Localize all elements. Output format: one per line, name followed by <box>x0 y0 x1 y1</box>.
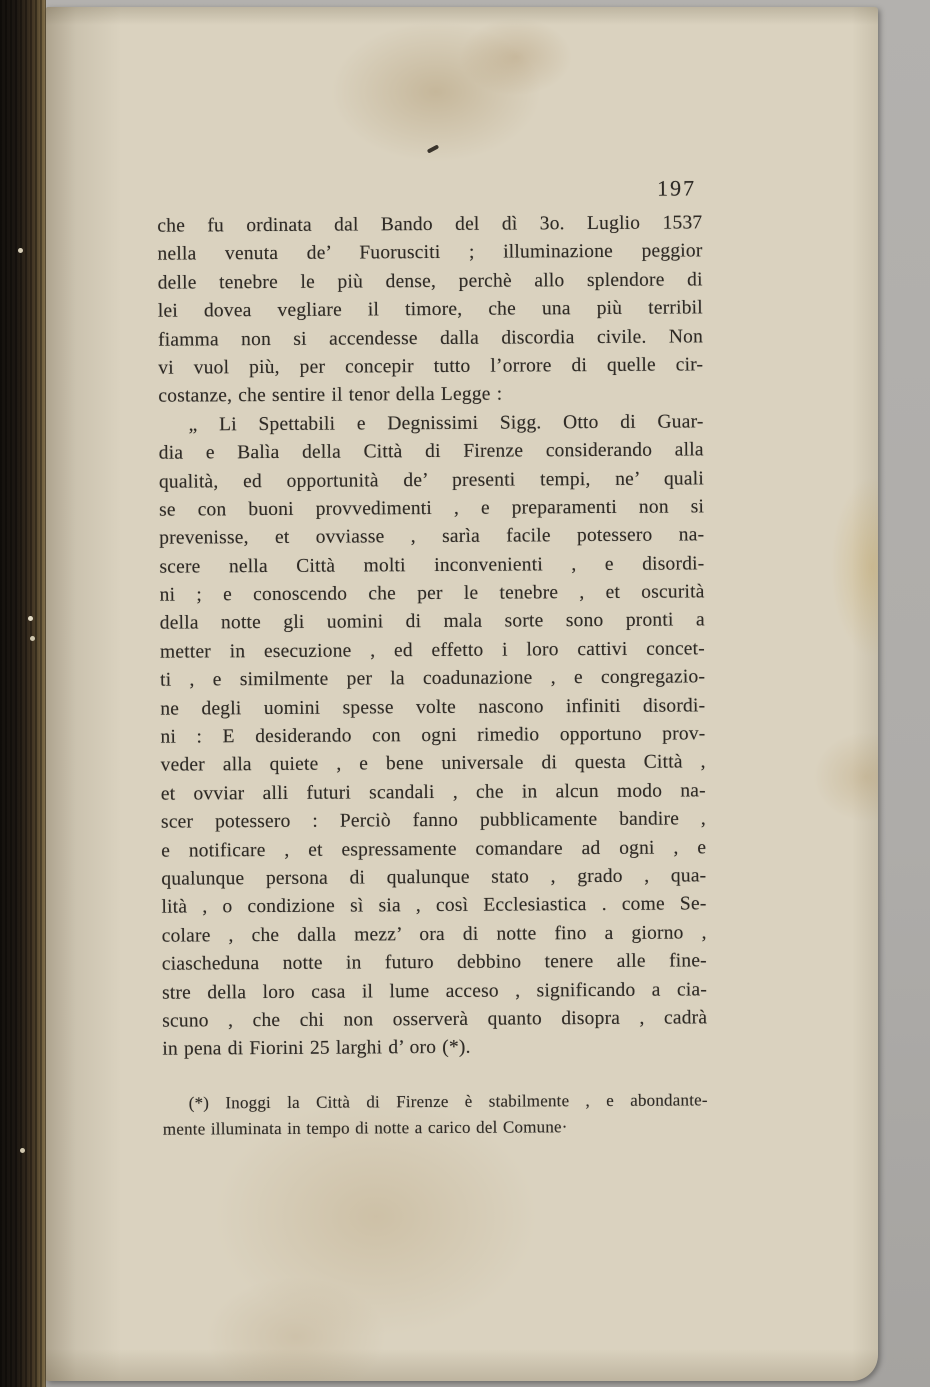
text-line: veder alla quiete , e bene universale di questa Città , <box>160 751 706 777</box>
text-line: ti , e similmente per la coadunazione , e congregazio- <box>160 666 706 691</box>
text-line: e notificare , et espressamente comandare ad ogni , e <box>161 836 707 862</box>
text-line: della notte gli uomini di mala sorte sono pronti a <box>159 609 705 635</box>
footnote <box>163 1087 708 1142</box>
footnote-line: mente illuminata in tempo di notte a carico del Comune· <box>162 1116 568 1139</box>
ink-speck <box>427 144 439 153</box>
book-page <box>46 7 878 1381</box>
text-line: stre della loro casa il lume acceso , significando a cia- <box>161 978 708 1004</box>
text-line: lei dovea vegliare il timore, che una più terribil <box>157 297 703 322</box>
text-line: et ovviar alli futuri scandali , che in alcun modo na- <box>160 780 706 805</box>
text-line: ni ; e conoscendo che per le tenebre , et oscurità <box>159 581 705 606</box>
page-number: 197 <box>657 175 697 201</box>
text-line: colare , che dalla mezz’ ora di notte fino a giorno , <box>161 922 707 947</box>
text-line: in pena di Fiorini 25 larghi d’ oro (*). <box>162 1037 471 1060</box>
text-line: ne degli uomini spesse volte nascono infiniti disordi- <box>160 694 706 720</box>
text-line: se con buoni provvedimenti , e preparamenti non si <box>159 496 705 521</box>
text-line: „ Li Spettabili e Degnissimi Sigg. Otto di Guar- <box>188 411 704 436</box>
book-binding <box>0 0 46 1387</box>
text-line: costanze, che sentire il tenor della Legge : <box>158 383 503 408</box>
text-line: ciascheduna notte in futuro debbino tenere alle fine- <box>161 950 707 975</box>
text-line: qualunque persona di qualunque stato , grado , qua- <box>161 865 707 890</box>
text-line: vi vuol più, per concepir tutto l’orrore di quelle cir- <box>158 354 704 379</box>
text-line: scer potessero : Perciò fanno pubblicamente bandire , <box>160 808 707 833</box>
text-line: dia e Balìa della Città di Firenze considerando alla <box>158 439 704 464</box>
body-text <box>157 175 708 1142</box>
text-line: metter in esecuzione , ed effetto i loro cattivi concet- <box>159 638 706 663</box>
text-line: fiamma non si accendesse dalla discordia civile. Non <box>157 325 704 351</box>
text-line: nella venuta de’ Fuorusciti ; illuminazione peggior <box>157 240 703 266</box>
text-line: che fu ordinata dal Bando del dì 3o. Luglio 1537 <box>157 212 703 237</box>
text-line: qualità, ed opportunità de’ presenti tempi, ne’ quali <box>158 467 704 493</box>
text-line: prevenisse, et ovviasse , sarìa facile potessero na- <box>159 524 705 549</box>
text-line: scuno , che chi non osserverà quanto disopra , cadrà <box>162 1007 708 1032</box>
text-line: ni : E desiderando con ogni rimedio opportuno prov- <box>160 723 706 748</box>
text-line: lità , o condizione sì sia , così Ecclesiastica . come Se- <box>161 893 707 919</box>
binding-stitch-marks <box>18 248 23 253</box>
footnote-line: (*) Inoggi la Città di Firenze è stabilmente , e abondante- <box>188 1090 708 1113</box>
text-line: scere nella Città molti inconvenienti , e disordi- <box>159 553 705 578</box>
text-line: delle tenebre le più dense, perchè allo splendore di <box>157 269 703 294</box>
